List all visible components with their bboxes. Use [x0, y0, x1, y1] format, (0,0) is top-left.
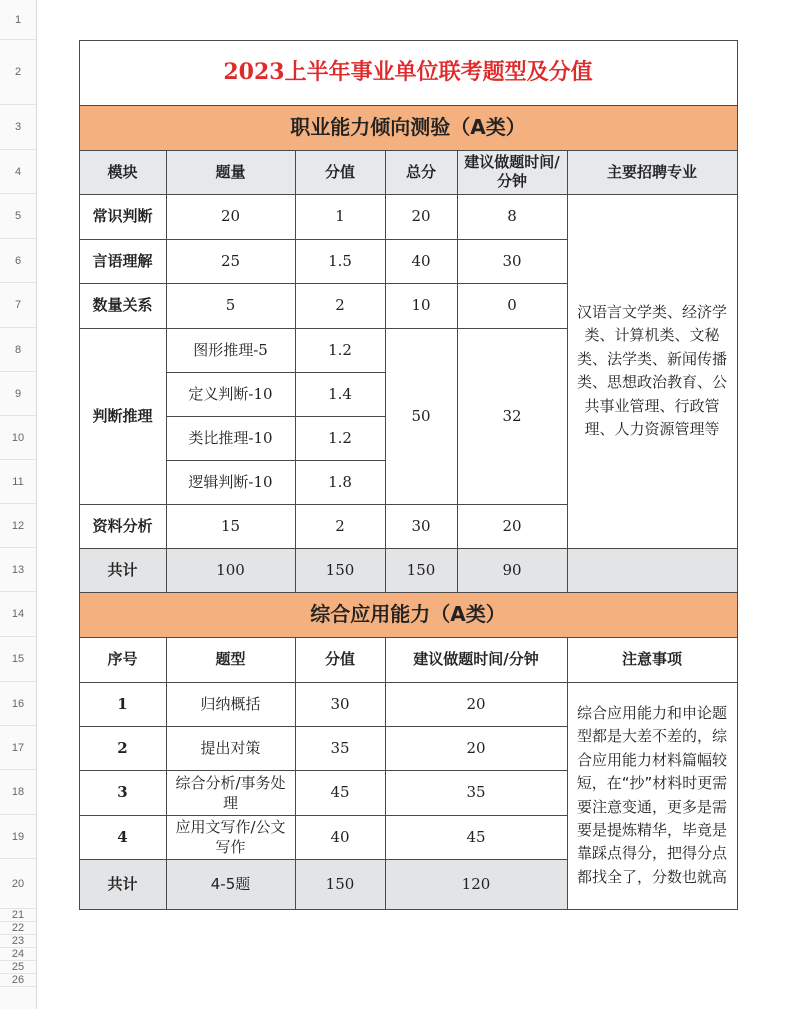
grid-line [166, 416, 386, 417]
row-number: 23 [0, 935, 36, 948]
type-cell: 综合分析/事务处理 [175, 773, 286, 812]
time-cell-reasoning: 32 [502, 406, 522, 425]
time-cell: 8 [507, 207, 517, 226]
header-notes: 注意事项 [621, 650, 682, 669]
sum-label: 共计 [79, 859, 166, 909]
no-cell: 1 [117, 694, 128, 713]
grid-line [79, 504, 568, 505]
no-cell: 3 [117, 783, 128, 802]
points-cell: 30 [330, 694, 350, 713]
grid-line [79, 328, 568, 329]
majors-cell: 汉语言文学类、经济学类、计算机类、文秘类、法学类、新闻传播类、思想政治教育、公共事业管理、行政管理、人力资源管理等 [576, 302, 727, 438]
points-cell: 2 [335, 296, 345, 315]
row-number: 20 [0, 859, 36, 909]
time-cell: 45 [466, 827, 486, 846]
module-cell: 常识判断 [92, 207, 153, 226]
points-cell: 1.4 [328, 384, 352, 403]
points-cell: 35 [330, 738, 350, 757]
sum-type: 4-5题 [166, 859, 295, 909]
module-cell: 资料分析 [92, 516, 153, 535]
header-time: 建议做题时间/分钟 [413, 650, 539, 669]
type-cell: 应用文写作/公文写作 [175, 818, 286, 856]
points-cell: 1 [335, 207, 345, 226]
header-type: 题型 [215, 650, 246, 669]
section-b-title: 综合应用能力（A类） [79, 592, 737, 637]
row-number: 22 [0, 922, 36, 935]
sum-points: 150 [295, 859, 385, 909]
total-cell: 10 [411, 296, 431, 315]
row-number: 16 [0, 682, 36, 726]
grid-line [166, 460, 386, 461]
grid-line [79, 909, 738, 910]
grid-line [295, 637, 296, 910]
grid-line [79, 637, 738, 638]
grid-line [79, 682, 738, 683]
points-cell: 45 [330, 783, 350, 802]
grid-line [166, 150, 167, 593]
row-number: 4 [0, 150, 36, 194]
header-majors: 主要招聘专业 [567, 150, 737, 194]
sum-time: 90 [457, 548, 567, 592]
grid-line [79, 40, 80, 910]
module-cell: 言语理解 [92, 251, 153, 270]
grid-line [79, 150, 738, 151]
points-cell: 2 [335, 516, 345, 535]
grid-line [79, 815, 568, 816]
row-number: 6 [0, 239, 36, 283]
header-count: 题量 [166, 150, 295, 194]
points-cell: 1.2 [328, 428, 352, 447]
row-number: 17 [0, 726, 36, 770]
header-time: 建议做题时间/分钟 [457, 150, 567, 194]
row-number: 11 [0, 460, 36, 504]
grid-line [79, 239, 568, 240]
row-number: 9 [0, 372, 36, 416]
row-number: 21 [0, 909, 36, 922]
header-points: 分值 [295, 150, 385, 194]
row-number: 25 [0, 961, 36, 974]
grid-line [79, 726, 568, 727]
grid-line [737, 40, 738, 910]
row-number: 26 [0, 974, 36, 987]
module-cell-reasoning: 判断推理 [92, 406, 153, 425]
notes-cell: 综合应用能力和申论题型都是大差不差的，综合应用能力材料篇幅较短，在“抄”材料时更需要注意变通，更多是需要是提炼精华，毕竟是靠踩点得分，把得分点都找全了，分数也就高 [576, 703, 728, 886]
sum-points: 150 [295, 548, 385, 592]
grid-line [385, 150, 386, 593]
total-cell: 30 [411, 516, 431, 535]
count-cell: 5 [225, 296, 236, 315]
grid-line [79, 548, 738, 549]
time-cell: 20 [466, 738, 486, 757]
grid-line [166, 637, 167, 910]
grid-line [79, 859, 568, 860]
grid-line [79, 194, 738, 195]
sum-time: 120 [385, 859, 567, 909]
grid-line [166, 372, 386, 373]
grid-line [295, 150, 296, 593]
row-number: 7 [0, 283, 36, 328]
total-cell-reasoning: 50 [411, 406, 431, 425]
points-cell: 40 [330, 827, 350, 846]
grid-line [79, 592, 738, 593]
subtype-cell: 逻辑判断-10 [188, 472, 273, 491]
grid-line [385, 637, 386, 910]
grid-line [79, 105, 738, 106]
row-number: 12 [0, 504, 36, 548]
points-cell: 1.5 [328, 251, 352, 270]
points-cell: 1.2 [328, 340, 352, 359]
subtype-cell: 定义判断-10 [188, 384, 273, 403]
time-cell: 0 [507, 296, 517, 315]
type-cell: 提出对策 [200, 738, 261, 757]
count-cell: 25 [220, 251, 241, 270]
header-no: 序号 [107, 650, 138, 669]
no-cell: 2 [117, 738, 128, 757]
row-number: 19 [0, 815, 36, 859]
sum-total: 150 [385, 548, 457, 592]
row-number: 2 [0, 40, 36, 105]
grid-line [457, 150, 458, 593]
row-number: 24 [0, 948, 36, 961]
grid-line [79, 283, 568, 284]
row-number: 5 [0, 194, 36, 239]
sheet-title: 2023上半年事业单位联考题型及分值 [223, 58, 593, 85]
subtype-cell: 图形推理-5 [193, 340, 268, 359]
grid-line [567, 150, 568, 593]
type-cell: 归纳概括 [200, 694, 261, 713]
time-cell: 20 [502, 516, 522, 535]
row-number: 15 [0, 637, 36, 682]
total-cell: 20 [411, 207, 431, 226]
subtype-cell: 类比推理-10 [188, 428, 273, 447]
total-cell: 40 [411, 251, 431, 270]
row-number: 10 [0, 416, 36, 460]
header-total: 总分 [385, 150, 457, 194]
row-number: 8 [0, 328, 36, 372]
grid-line [79, 770, 568, 771]
grid-line [567, 637, 568, 910]
time-cell: 20 [466, 694, 486, 713]
sum-label: 共计 [79, 548, 166, 592]
count-cell: 15 [220, 516, 241, 535]
module-cell: 数量关系 [92, 296, 153, 315]
count-cell: 20 [220, 207, 241, 226]
row-number: 3 [0, 105, 36, 150]
time-cell: 30 [502, 251, 522, 270]
row-number: 1 [0, 0, 36, 40]
row-number: 13 [0, 548, 36, 592]
time-cell: 35 [466, 783, 486, 802]
grid-line [79, 40, 738, 41]
row-number: 14 [0, 592, 36, 637]
row-number: 18 [0, 770, 36, 815]
points-cell: 1.8 [328, 472, 352, 491]
header-module: 模块 [79, 150, 166, 194]
sum-majors-blank [567, 548, 737, 592]
sum-count: 100 [166, 548, 295, 592]
section-a-title: 职业能力倾向测验（A类） [79, 105, 737, 150]
header-points: 分值 [324, 650, 355, 669]
no-cell: 4 [117, 827, 128, 846]
